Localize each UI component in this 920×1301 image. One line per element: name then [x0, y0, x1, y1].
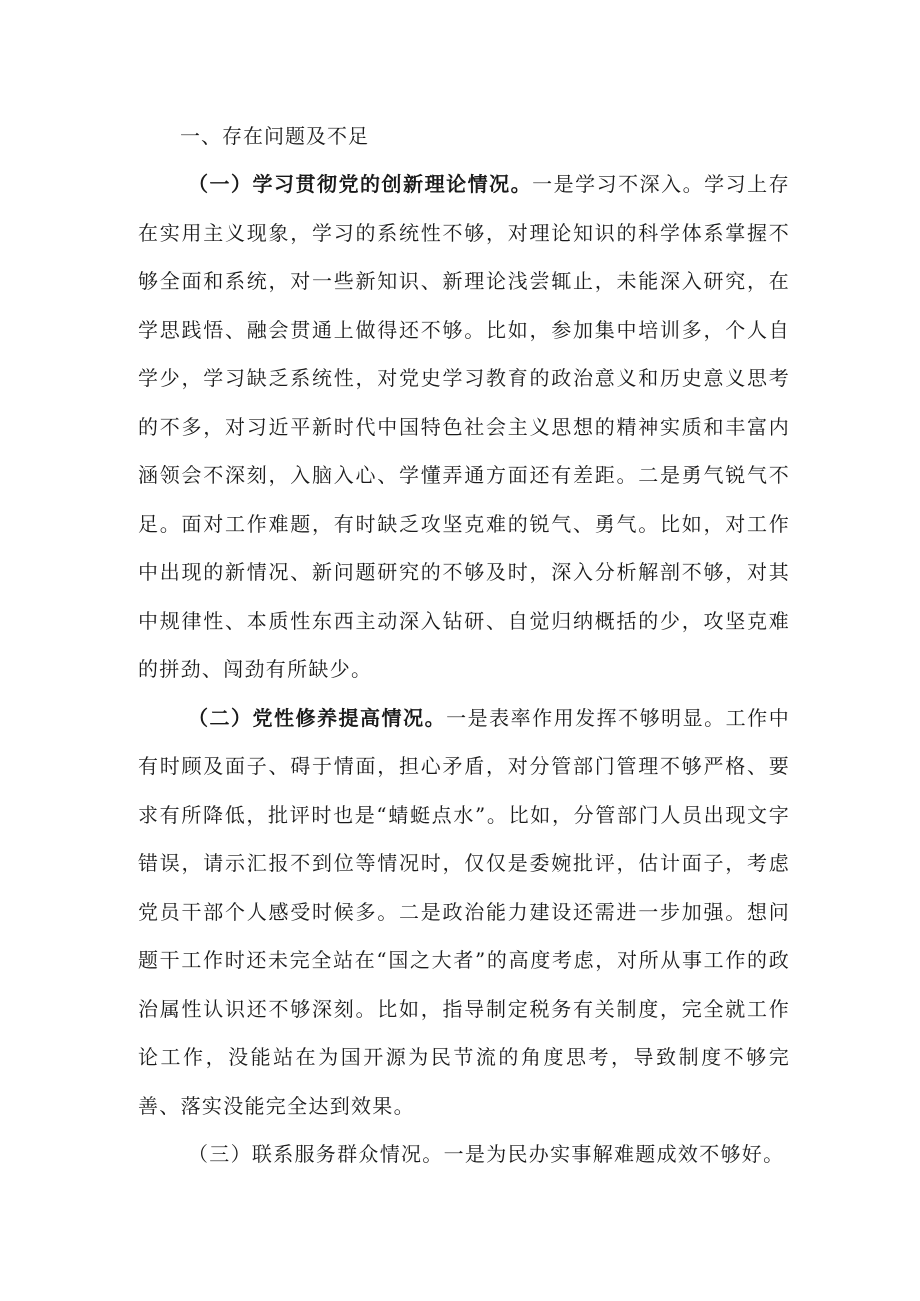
paragraph-3-body: 一是为民办实事解难题成效不够好。 — [443, 1142, 785, 1166]
paragraph-2 — [138, 694, 790, 1131]
paragraph-1 — [138, 160, 790, 694]
paragraph-1-body: 一是学习不深入。学习上存在实用主义现象，学习的系统性不够，对理论知识的科学体系掌握不够全面和系统，对一些新知识、新理论浅尝辄止，未能深入研究，在学思践悟、融会贯通上做得还不够。比如，参加集中培训多，个人自学少，学习缺乏系统性，对党史学习教育的政治意义和历史意义思考的不多，对习近平新时代中国特色社会主义思想的精神实质和丰富内涵领会不深刻，入脑入心、学懂弄通方面还有差距。二是勇气锐气不足。面对工作难题，有时缺乏攻坚克难的锐气、勇气。比如，对工作中出现的新情况、新问题研究的不够及时，深入分析解剖不够，对其中规律性、本质性东西主动深入钻研、自觉归纳概括的少，攻坚克难的拼劲、闯劲有所缺少。 — [138, 172, 790, 681]
paragraph-2-body: 一是表率作用发挥不够明显。工作中有时顾及面子、碍于情面，担心矛盾，对分管部门管理不够严格、要求有所降低，批评时也是“蜻蜓点水”。比如，分管部门人员出现文字错误，请示汇报不到位等情况时，仅仅是委婉批评，估计面子，考虑党员干部个人感受时候多。二是政治能力建设还需进一步加强。想问题干工作时还未完全站在“国之大者”的高度考虑，对所从事工作的政治属性认识还不够深刻。比如，指导制定税务有关制度，完全就工作论工作，没能站在为国开源为民节流的角度思考，导致制度不够完善、落实没能完全达到效果。 — [138, 705, 790, 1118]
document-content — [138, 112, 790, 1179]
paragraph-3 — [138, 1130, 790, 1179]
paragraph-1-title: （一）学习贯彻党的创新理论情况。 — [188, 172, 533, 196]
section-heading: 一、存在问题及不足 — [180, 124, 369, 148]
paragraph-2-title: （二）党性修养提高情况。 — [188, 705, 447, 730]
paragraph-3-title: （三）联系服务群众情况。 — [188, 1142, 444, 1166]
